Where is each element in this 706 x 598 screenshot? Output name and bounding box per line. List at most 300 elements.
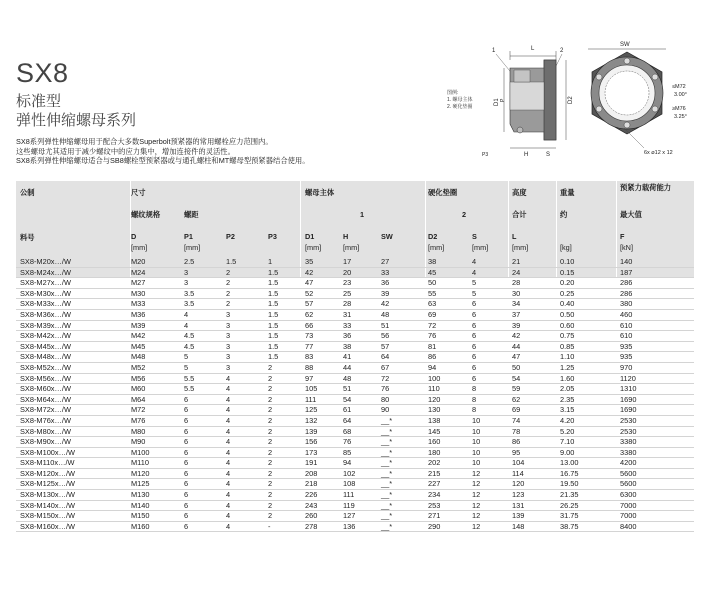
cell-pitch-p2: 4: [226, 437, 231, 447]
cell-height-h: 76: [343, 437, 352, 447]
table-row: [16, 522, 694, 533]
cell-pitch-p3: 1.5: [268, 320, 279, 330]
cell-dia-d2: 202: [428, 458, 441, 468]
cell-width-sw: 64: [381, 352, 390, 362]
table-row: [16, 437, 694, 448]
sym-SW: SW: [381, 232, 393, 241]
table-row: [16, 257, 694, 268]
cell-thickness-s: 6: [472, 341, 477, 351]
cell-thickness-s: 6: [472, 331, 477, 341]
cell-weight: 0.20: [560, 278, 575, 288]
cell-part-number: SX8-M56x…/W: [20, 373, 71, 383]
cell-thread: M48: [131, 352, 146, 362]
cell-height-h: 23: [343, 278, 352, 288]
cell-part-number: SX8-M76x…/W: [20, 415, 71, 425]
cell-part-number: SX8-M125x…/W: [20, 479, 76, 489]
table-row: [16, 374, 694, 385]
cell-thread: M120: [131, 468, 150, 478]
cell-thread: M130: [131, 490, 150, 500]
cell-weight: 4.20: [560, 415, 575, 425]
cell-thickness-s: 12: [472, 479, 481, 489]
cell-length-l: 95: [512, 447, 521, 457]
cell-dia-d1: 260: [305, 511, 318, 521]
table-row: [16, 289, 694, 300]
cell-pitch-p1: 4: [184, 320, 189, 330]
cell-weight: 7.10: [560, 437, 575, 447]
sym-D1: D1: [305, 232, 315, 241]
cell-dia-d1: 52: [305, 288, 314, 298]
cell-part-number: SX8-M100x…/W: [20, 447, 76, 457]
cell-thickness-s: 6: [472, 362, 477, 372]
cell-preload: 7000: [620, 500, 637, 510]
cell-thread: M72: [131, 405, 146, 415]
cell-width-sw: __*: [381, 426, 393, 436]
cell-height-h: 51: [343, 384, 352, 394]
cell-weight: 0.75: [560, 331, 575, 341]
cell-height-h: 48: [343, 373, 352, 383]
cell-dia-d2: 180: [428, 447, 441, 457]
cell-length-l: 120: [512, 479, 525, 489]
cell-pitch-p1: 3.5: [184, 288, 195, 298]
cell-height-h: 20: [343, 267, 352, 277]
unit-weight: [kg]: [560, 243, 572, 252]
cell-dia-d2: 215: [428, 468, 441, 478]
cell-dia-d1: 35: [305, 257, 314, 266]
cell-pitch-p1: 3: [184, 278, 189, 288]
legend-item: 1. 螺母主体: [447, 97, 473, 103]
cell-thickness-s: 8: [472, 384, 477, 394]
header-nut-body: 螺母主体: [305, 188, 335, 197]
header-pitch: 螺距: [184, 210, 199, 219]
cell-pitch-p2: 4: [226, 373, 231, 383]
cell-dia-d2: 227: [428, 479, 441, 489]
sym-P2: P2: [226, 232, 235, 241]
sym-F: F: [620, 232, 625, 241]
description: [16, 137, 310, 166]
cell-height-h: 36: [343, 331, 352, 341]
cell-length-l: 123: [512, 490, 525, 500]
description-line: SX8系列弹性伸缩螺母用于配合大多数Superbolt预紧器的常用螺栓应力范围内。: [16, 137, 273, 146]
table-row: [16, 384, 694, 395]
cell-dia-d2: 63: [428, 299, 437, 309]
cell-pitch-p2: 4: [226, 458, 231, 468]
cell-dia-d2: 145: [428, 426, 441, 436]
unit-S: [mm]: [472, 243, 489, 252]
unit-D1: [mm]: [305, 243, 322, 252]
cell-pitch-p2: 2: [226, 278, 231, 288]
header-size: 尺寸: [131, 188, 146, 197]
cell-part-number: SX8-M48x…/W: [20, 352, 71, 362]
cell-pitch-p2: 4: [226, 405, 231, 415]
label-SW: SW: [620, 42, 630, 48]
cell-pitch-p3: 2: [268, 511, 273, 521]
cell-thickness-s: 4: [472, 257, 477, 266]
cell-preload: 3380: [620, 437, 637, 447]
cell-preload: 7000: [620, 511, 637, 521]
cell-width-sw: 36: [381, 278, 390, 288]
table-row: [16, 479, 694, 490]
label-H: H: [524, 152, 529, 158]
cell-length-l: 44: [512, 341, 521, 351]
table-row: [16, 395, 694, 406]
cell-dia-d2: 234: [428, 490, 441, 500]
cell-dia-d2: 160: [428, 437, 441, 447]
cell-width-sw: 42: [381, 299, 390, 309]
cell-width-sw: __*: [381, 437, 393, 447]
cell-preload: 1690: [620, 394, 637, 404]
cell-dia-d1: 208: [305, 468, 318, 478]
cell-pitch-p3: 2: [268, 373, 273, 383]
cell-preload: 935: [620, 352, 633, 362]
unit-P1: [mm]: [184, 243, 201, 252]
cell-thread: M20: [131, 257, 146, 266]
cell-pitch-p2: 3: [226, 320, 231, 330]
cell-part-number: SX8-M80x…/W: [20, 426, 71, 436]
cell-dia-d1: 218: [305, 479, 318, 489]
cell-height-h: 111: [343, 490, 355, 500]
cell-preload: 970: [620, 362, 633, 372]
cell-part-number: SX8-M140x…/W: [20, 500, 76, 510]
cell-preload: 6300: [620, 490, 637, 500]
cell-thread: M160: [131, 521, 150, 531]
cell-height-h: 28: [343, 299, 352, 309]
cell-thread: M90: [131, 437, 146, 447]
header-part-no: 料号: [20, 233, 35, 242]
cell-pitch-p3: 2: [268, 479, 273, 489]
cell-pitch-p1: 6: [184, 500, 189, 510]
cell-pitch-p2: 2: [226, 288, 231, 298]
cell-width-sw: 51: [381, 320, 390, 330]
cell-thickness-s: 5: [472, 278, 477, 288]
front-view-drawing: [584, 38, 700, 162]
cell-width-sw: 72: [381, 373, 390, 383]
cell-dia-d1: 83: [305, 352, 314, 362]
callout-1: 1: [492, 48, 496, 54]
cell-pitch-p1: 2.5: [184, 257, 195, 266]
cell-preload: 1310: [620, 384, 637, 394]
cell-thread: M42: [131, 331, 146, 341]
cell-thread: M80: [131, 426, 146, 436]
cell-preload: 286: [620, 288, 633, 298]
table-row: [16, 342, 694, 353]
cell-pitch-p2: 4: [226, 415, 231, 425]
cell-length-l: 131: [512, 500, 525, 510]
cell-preload: 8400: [620, 521, 637, 531]
cell-pitch-p2: 4: [226, 479, 231, 489]
cell-pitch-p1: 6: [184, 415, 189, 425]
cell-part-number: SX8-M39x…/W: [20, 320, 71, 330]
cell-length-l: 139: [512, 511, 525, 521]
cell-pitch-p2: 4: [226, 490, 231, 500]
cell-dia-d1: 77: [305, 341, 314, 351]
cell-pitch-p2: 4: [226, 468, 231, 478]
cell-length-l: 24: [512, 267, 521, 277]
table-row: [16, 299, 694, 310]
cell-pitch-p3: -: [268, 521, 271, 531]
cell-dia-d2: 130: [428, 405, 441, 415]
unit-D: [mm]: [131, 243, 148, 252]
cell-pitch-p3: 1: [268, 257, 273, 266]
cell-part-number: SX8-M30x…/W: [20, 288, 71, 298]
cell-length-l: 47: [512, 352, 521, 362]
cell-pitch-p3: 2: [268, 468, 273, 478]
cell-pitch-p3: 1.5: [268, 299, 279, 309]
cell-part-number: SX8-M120x…/W: [20, 468, 76, 478]
table-row: [16, 469, 694, 480]
cell-dia-d2: 110: [428, 384, 440, 394]
cell-width-sw: __*: [381, 500, 393, 510]
cell-weight: 38.75: [560, 521, 579, 531]
cell-dia-d1: 139: [305, 426, 318, 436]
cell-weight: 2.35: [560, 394, 575, 404]
cell-pitch-p3: 1.5: [268, 267, 279, 277]
cell-thread: M100: [131, 447, 150, 457]
cell-thickness-s: 10: [472, 426, 481, 436]
label-S: S: [546, 152, 551, 158]
table-row: [16, 331, 694, 342]
description-line: SX8系列弹性伸缩螺母适合与SB8螺栓型预紧器或与通孔螺柱和MT螺母型预紧器结合使用。: [16, 156, 310, 166]
cell-pitch-p1: 6: [184, 437, 189, 447]
cell-preload: 5600: [620, 468, 637, 478]
cell-dia-d1: 278: [305, 521, 318, 531]
cell-thickness-s: 6: [472, 320, 477, 330]
cell-pitch-p3: 1.5: [268, 352, 279, 362]
cell-thickness-s: 10: [472, 437, 481, 447]
legend-item: 2. 硬化垫圈: [447, 104, 473, 110]
cell-pitch-p3: 2: [268, 426, 273, 436]
table-row: [16, 321, 694, 332]
cell-dia-d2: 38: [428, 257, 437, 266]
unit-D2: [mm]: [428, 243, 445, 252]
header-col-1: 1: [360, 210, 365, 219]
cell-height-h: 38: [343, 341, 352, 351]
cell-weight: 0.60: [560, 320, 575, 330]
cell-dia-d2: 72: [428, 320, 437, 330]
cell-length-l: 39: [512, 320, 521, 330]
cell-part-number: SX8-M150x…/W: [20, 511, 76, 521]
cell-thickness-s: 4: [472, 267, 477, 277]
cell-weight: 3.15: [560, 405, 575, 415]
cell-pitch-p3: 1.5: [268, 288, 279, 298]
cell-height-h: 119: [343, 500, 355, 510]
cell-dia-d1: 73: [305, 331, 314, 341]
cell-dia-d1: 226: [305, 490, 318, 500]
cell-weight: 13.00: [560, 458, 579, 468]
table-row: [16, 427, 694, 438]
cell-pitch-p1: 6: [184, 405, 189, 415]
cell-weight: 0.50: [560, 309, 575, 319]
table-row: [16, 278, 694, 289]
cell-part-number: SX8-M33x…/W: [20, 299, 71, 309]
cell-thread: M33: [131, 299, 146, 309]
header-weight: 重量: [560, 188, 575, 197]
cell-preload: 1120: [620, 373, 636, 383]
page-title: SX8: [16, 58, 69, 88]
cell-pitch-p2: 4: [226, 447, 231, 457]
label-D1: D1: [494, 98, 500, 106]
cell-pitch-p3: 2: [268, 394, 273, 404]
cell-dia-d1: 57: [305, 299, 314, 309]
label-P3: P3: [482, 152, 489, 158]
cell-preload: 3380: [620, 447, 637, 457]
sym-P1: P1: [184, 232, 193, 241]
header-col-2: 2: [462, 210, 467, 219]
cell-pitch-p1: 6: [184, 490, 189, 500]
cell-thread: M60: [131, 384, 146, 394]
cell-dia-d1: 97: [305, 373, 314, 383]
cell-part-number: SX8-M27x…/W: [20, 278, 71, 288]
cell-thickness-s: 5: [472, 288, 477, 298]
sym-L: L: [512, 232, 517, 241]
label-D2: D2: [568, 96, 574, 104]
cell-thread: M36: [131, 309, 146, 319]
table-row: [16, 511, 694, 522]
drawing-legend: [447, 90, 473, 111]
cell-thickness-s: 10: [472, 415, 481, 425]
cell-width-sw: 39: [381, 288, 390, 298]
cell-height-h: 64: [343, 415, 352, 425]
cell-pitch-p2: 3: [226, 331, 231, 341]
cell-weight: 5.20: [560, 426, 575, 436]
cell-width-sw: 33: [381, 267, 390, 277]
label-P: P: [500, 98, 506, 102]
cell-length-l: 104: [512, 458, 525, 468]
cell-preload: 935: [620, 341, 633, 351]
cell-thickness-s: 8: [472, 394, 477, 404]
unit-F: [kN]: [620, 243, 633, 252]
cell-length-l: 42: [512, 331, 521, 341]
cell-thickness-s: 6: [472, 299, 477, 309]
cell-part-number: SX8-M20x…/W: [20, 257, 71, 266]
cell-preload: 2530: [620, 415, 637, 425]
cell-pitch-p3: 2: [268, 384, 273, 394]
cell-pitch-p3: 1.5: [268, 341, 279, 351]
cell-length-l: 62: [512, 394, 521, 404]
cell-part-number: SX8-M110x…/W: [20, 458, 75, 468]
cell-width-sw: 80: [381, 394, 390, 404]
cell-pitch-p3: 2: [268, 405, 273, 415]
cell-part-number: SX8-M90x…/W: [20, 437, 71, 447]
table-row: [16, 490, 694, 501]
table-row: [16, 405, 694, 416]
cell-length-l: 50: [512, 362, 521, 372]
table-row: [16, 310, 694, 321]
cell-thickness-s: 10: [472, 447, 481, 457]
cell-pitch-p3: 2: [268, 362, 273, 372]
cell-dia-d1: 105: [305, 384, 318, 394]
cell-weight: 9.00: [560, 447, 575, 457]
cell-pitch-p2: 4: [226, 384, 231, 394]
cell-pitch-p1: 5.5: [184, 384, 195, 394]
cell-width-sw: 27: [381, 257, 390, 266]
cell-pitch-p2: 3: [226, 309, 231, 319]
cell-length-l: 21: [512, 257, 521, 266]
cell-height-h: 94: [343, 458, 352, 468]
cell-preload: 187: [620, 267, 633, 277]
cell-pitch-p1: 3: [184, 267, 189, 277]
header-washer: 硬化垫圈: [428, 188, 458, 197]
cell-weight: 1.25: [560, 362, 575, 372]
cell-length-l: 37: [512, 309, 521, 319]
cell-pitch-p1: 4.5: [184, 331, 195, 341]
cell-height-h: 102: [343, 468, 356, 478]
cell-width-sw: 76: [381, 384, 390, 394]
cell-part-number: SX8-M52x…/W: [20, 362, 71, 372]
cell-part-number: SX8-M60x…/W: [20, 384, 71, 394]
cell-dia-d2: 120: [428, 394, 441, 404]
cell-height-h: 85: [343, 447, 352, 457]
cell-thread: M27: [131, 278, 146, 288]
subtitle-standard: 标准型: [16, 93, 62, 110]
cell-width-sw: __*: [381, 447, 393, 457]
cell-weight: 0.15: [560, 267, 575, 277]
cell-part-number: SX8-M64x…/W: [20, 394, 71, 404]
cell-preload: 460: [620, 309, 633, 319]
cell-pitch-p1: 6: [184, 468, 189, 478]
cell-dia-d1: 66: [305, 320, 314, 330]
cell-dia-d2: 290: [428, 521, 441, 531]
table-row: [16, 458, 694, 469]
cell-height-h: 127: [343, 511, 356, 521]
cell-preload: 610: [620, 320, 633, 330]
cell-weight: 0.40: [560, 299, 575, 309]
cell-part-number: SX8-M36x…/W: [20, 309, 71, 319]
cell-pitch-p2: 4: [226, 394, 231, 404]
cell-height-h: 25: [343, 288, 352, 298]
cell-pitch-p3: 2: [268, 447, 273, 457]
cell-width-sw: __*: [381, 468, 393, 478]
cell-width-sw: 67: [381, 362, 390, 372]
cell-dia-d2: 81: [428, 341, 437, 351]
header-total: 合计: [512, 210, 527, 219]
cell-length-l: 54: [512, 373, 521, 383]
cell-width-sw: __*: [381, 511, 393, 521]
cell-thickness-s: 12: [472, 490, 481, 500]
cell-thread: M45: [131, 341, 146, 351]
table-row: [16, 352, 694, 363]
cell-weight: 19.50: [560, 479, 579, 489]
header-max: 最大值: [620, 210, 642, 219]
cell-preload: 4200: [620, 458, 637, 468]
label-L: L: [531, 46, 535, 52]
cell-weight: 21.35: [560, 490, 579, 500]
cell-thread: M30: [131, 288, 146, 298]
cell-dia-d1: 62: [305, 309, 314, 319]
label-holes: 6x ⌀12 x 12: [644, 150, 673, 156]
cell-pitch-p1: 4.5: [184, 341, 195, 351]
unit-L: [mm]: [512, 243, 529, 252]
cell-width-sw: 90: [381, 405, 390, 415]
cell-pitch-p3: 2: [268, 415, 273, 425]
callout-2: 2: [560, 48, 564, 54]
cell-dia-d1: 47: [305, 278, 314, 288]
cell-length-l: 34: [512, 299, 521, 309]
cell-dia-d2: 55: [428, 288, 437, 298]
cell-dia-d1: 243: [305, 500, 318, 510]
cell-width-sw: 48: [381, 309, 390, 319]
cell-weight: 16.75: [560, 468, 579, 478]
cell-pitch-p2: 2: [226, 267, 231, 277]
cell-thickness-s: 6: [472, 352, 477, 362]
label-angle-300: 3.00°: [674, 92, 687, 98]
sym-D2: D2: [428, 232, 438, 241]
description-line: 这些螺母尤其适用于减少螺纹中的应力集中，增加连接件的灵活性。: [16, 146, 235, 156]
sym-P3: P3: [268, 232, 277, 241]
cell-height-h: 54: [343, 394, 352, 404]
cell-preload: 5600: [620, 479, 637, 489]
cell-height-h: 68: [343, 426, 352, 436]
sym-S: S: [472, 232, 477, 241]
